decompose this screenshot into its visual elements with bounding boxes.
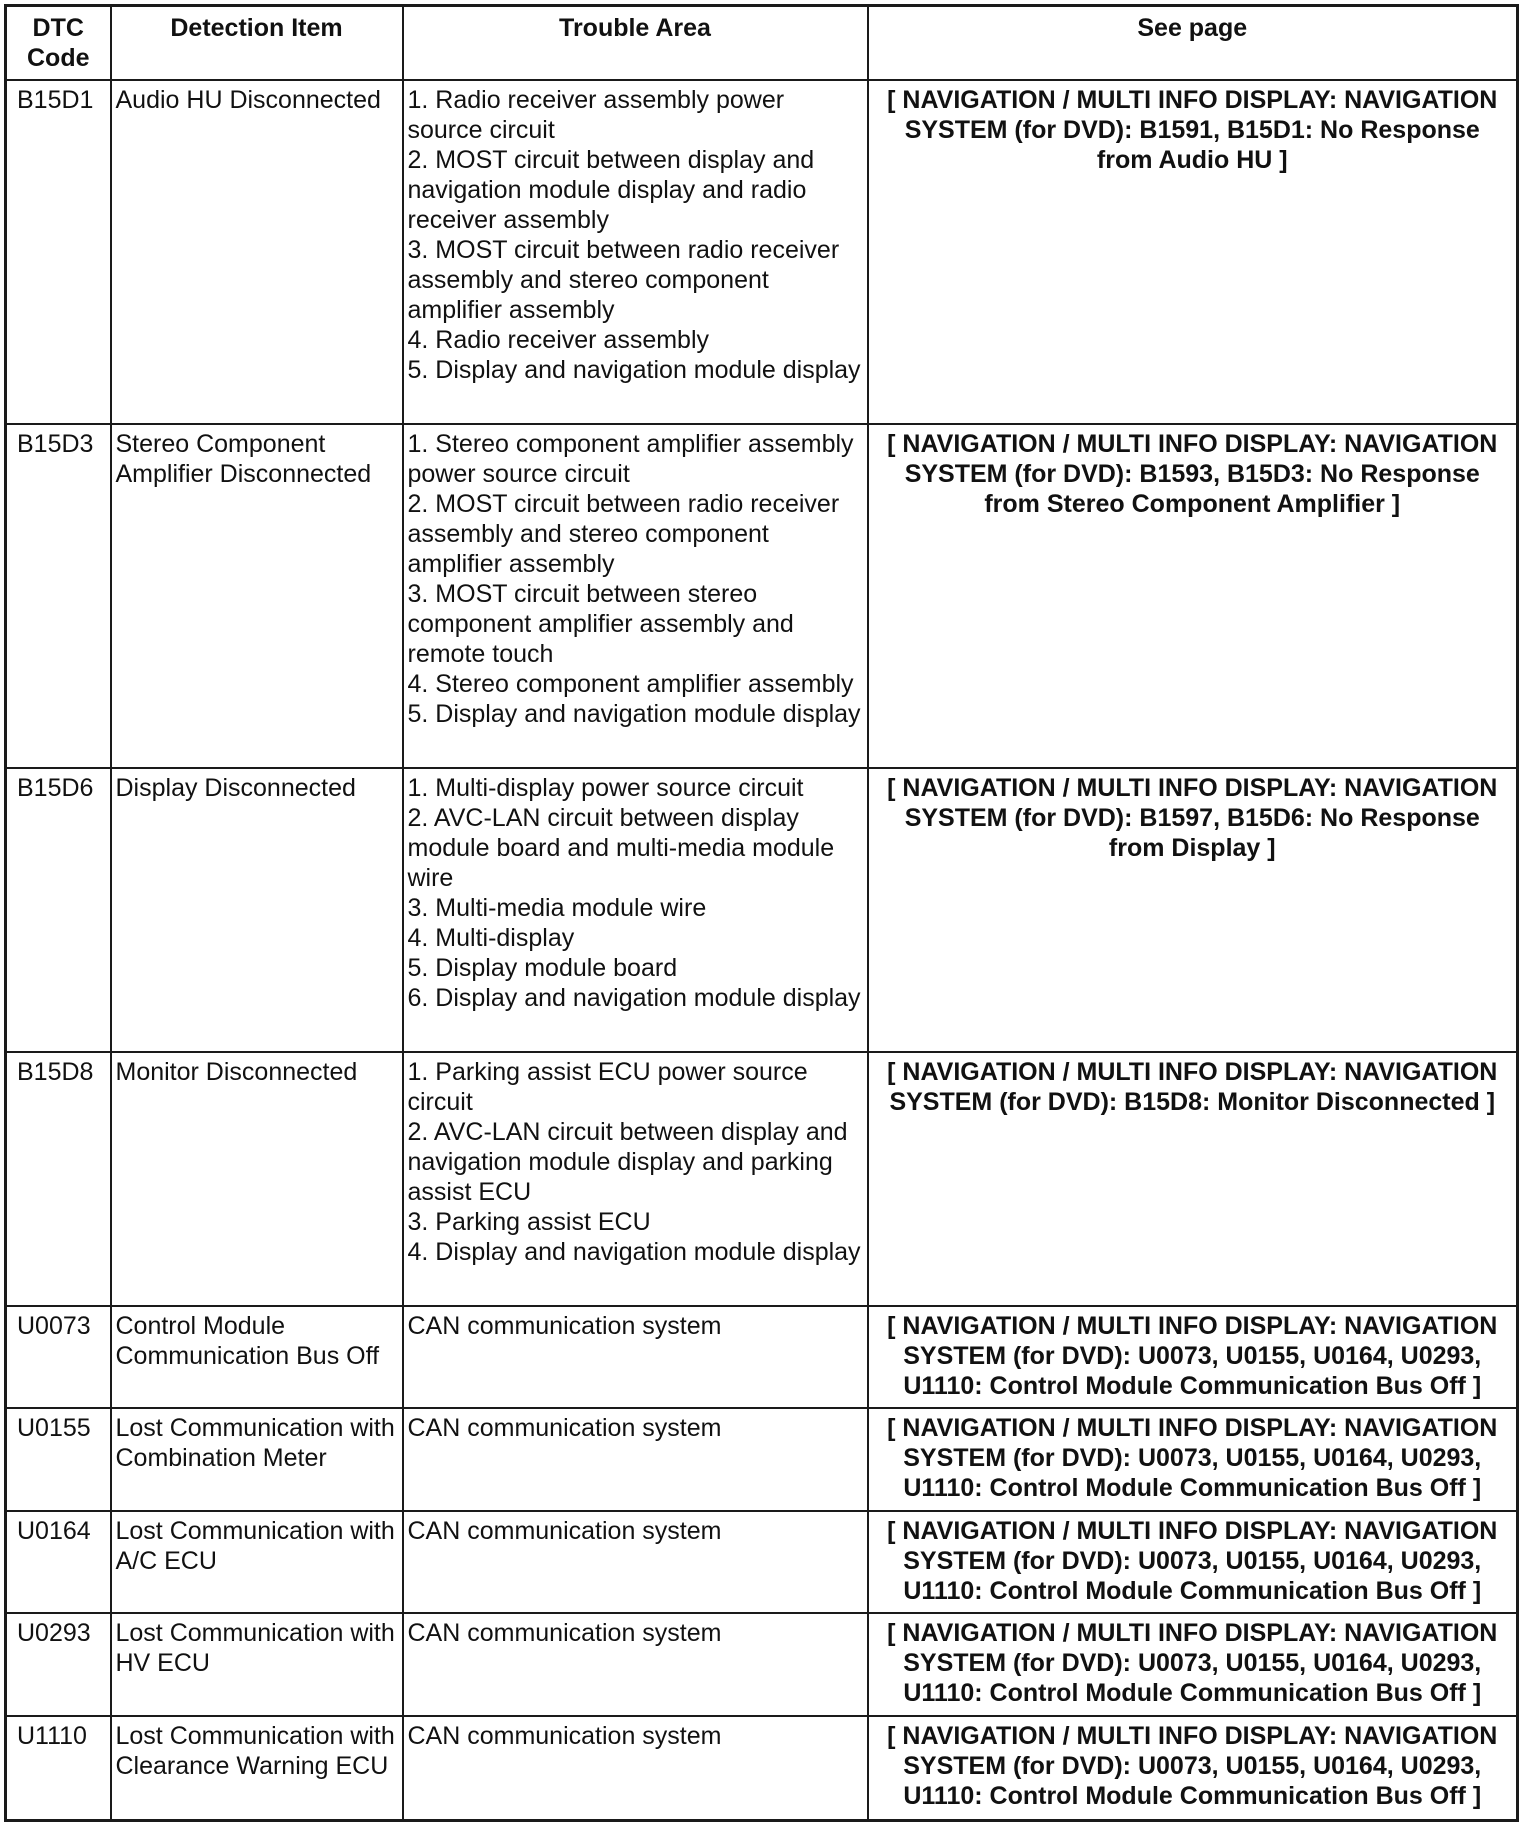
detection-item-cell: Monitor Disconnected xyxy=(111,1052,403,1306)
see-page-link[interactable]: [ NAVIGATION / MULTI INFO DISPLAY: NAVIGATION SYSTEM (for DVD): B1597, B15D6: No Response from Display ] xyxy=(868,768,1518,1052)
trouble-area-item: 2. MOST circuit between display and navigation module display and radio receiver assembly xyxy=(407,145,815,234)
table-body xyxy=(6,80,1518,1821)
trouble-area-cell xyxy=(403,768,868,1052)
trouble-area-item: CAN communication system xyxy=(407,1516,722,1545)
table-row xyxy=(6,1511,1518,1613)
trouble-area-cell xyxy=(403,1613,868,1716)
table-row xyxy=(6,768,1518,1052)
table-row xyxy=(6,1052,1518,1306)
dtc-table xyxy=(4,4,1519,1822)
dtc-code-cell: B15D6 xyxy=(6,768,111,1052)
trouble-area-item: 4. Radio receiver assembly xyxy=(407,325,710,354)
trouble-area-item: 5. Display and navigation module display xyxy=(407,355,861,384)
table-header xyxy=(6,6,1518,80)
dtc-code-cell: B15D8 xyxy=(6,1052,111,1306)
trouble-area-cell xyxy=(403,424,868,768)
detection-item-cell: Stereo Component Amplifier Disconnected xyxy=(111,424,403,768)
trouble-area-item: 2. AVC-LAN circuit between display and navigation module display and parking assist ECU xyxy=(407,1117,848,1206)
dtc-code-cell: U0155 xyxy=(6,1408,111,1511)
detection-item-cell: Audio HU Disconnected xyxy=(111,80,403,424)
trouble-area-cell xyxy=(403,1052,868,1306)
header-trouble-area: Trouble Area xyxy=(403,6,868,80)
trouble-area-item: 5. Display and navigation module display xyxy=(407,699,861,728)
trouble-area-item: 3. MOST circuit between stereo component amplifier assembly and remote touch xyxy=(407,579,794,668)
trouble-area-item: 4. Stereo component amplifier assembly xyxy=(407,669,854,698)
trouble-area-item: 1. Radio receiver assembly power source circuit xyxy=(407,85,785,144)
header-dtc-code xyxy=(6,6,111,80)
table-row xyxy=(6,1306,1518,1408)
table-row xyxy=(6,1408,1518,1511)
trouble-area-cell xyxy=(403,1306,868,1408)
trouble-area-cell xyxy=(403,1511,868,1613)
table-row xyxy=(6,1716,1518,1821)
detection-item-cell: Lost Communication with Combination Meter xyxy=(111,1408,403,1511)
trouble-area-item: 3. Parking assist ECU xyxy=(407,1207,651,1236)
detection-item-cell: Display Disconnected xyxy=(111,768,403,1052)
header-dtc-code-line1: DTC xyxy=(32,14,84,42)
trouble-area-cell xyxy=(403,80,868,424)
trouble-area-item: 1. Multi-display power source circuit xyxy=(407,773,804,802)
trouble-area-item: CAN communication system xyxy=(407,1721,722,1750)
dtc-code-cell: U1110 xyxy=(6,1716,111,1821)
header-row xyxy=(6,6,1518,80)
see-page-link[interactable]: [ NAVIGATION / MULTI INFO DISPLAY: NAVIGATION SYSTEM (for DVD): B1591, B15D1: No Response from Audio HU ] xyxy=(868,80,1518,424)
trouble-area-item: 2. AVC-LAN circuit between display module board and multi-media module wire xyxy=(407,803,835,892)
table-row xyxy=(6,424,1518,768)
detection-item-cell: Lost Communication with A/C ECU xyxy=(111,1511,403,1613)
dtc-code-cell: B15D1 xyxy=(6,80,111,424)
trouble-area-item: CAN communication system xyxy=(407,1311,722,1340)
see-page-link[interactable]: [ NAVIGATION / MULTI INFO DISPLAY: NAVIGATION SYSTEM (for DVD): B15D8: Monitor Disconnected ] xyxy=(868,1052,1518,1306)
dtc-code-cell: U0164 xyxy=(6,1511,111,1613)
table-row xyxy=(6,80,1518,424)
see-page-link[interactable]: [ NAVIGATION / MULTI INFO DISPLAY: NAVIGATION SYSTEM (for DVD): U0073, U0155, U0164, U0293, U1110: Control Module Communication Bus Off ] xyxy=(868,1716,1518,1821)
header-dtc-code-line2: Code xyxy=(27,44,90,72)
dtc-table-container xyxy=(4,4,1519,1822)
trouble-area-item: 4. Multi-display xyxy=(407,923,575,952)
header-see-page: See page xyxy=(868,6,1518,80)
dtc-code-cell: U0293 xyxy=(6,1613,111,1716)
trouble-area-item: 3. Multi-media module wire xyxy=(407,893,707,922)
trouble-area-item: 1. Stereo component amplifier assembly power source circuit xyxy=(407,429,854,488)
trouble-area-item: 2. MOST circuit between radio receiver assembly and stereo component amplifier assembly xyxy=(407,489,840,578)
see-page-link[interactable]: [ NAVIGATION / MULTI INFO DISPLAY: NAVIGATION SYSTEM (for DVD): U0073, U0155, U0164, U0293, U1110: Control Module Communication Bus Off ] xyxy=(868,1408,1518,1511)
trouble-area-item: 6. Display and navigation module display xyxy=(407,983,861,1012)
trouble-area-item: 5. Display module board xyxy=(407,953,678,982)
trouble-area-item: CAN communication system xyxy=(407,1618,722,1647)
detection-item-cell: Lost Communication with HV ECU xyxy=(111,1613,403,1716)
see-page-link[interactable]: [ NAVIGATION / MULTI INFO DISPLAY: NAVIGATION SYSTEM (for DVD): B1593, B15D3: No Response from Stereo Component Amplifier ] xyxy=(868,424,1518,768)
dtc-code-cell: B15D3 xyxy=(6,424,111,768)
trouble-area-item: 4. Display and navigation module display xyxy=(407,1237,861,1266)
trouble-area-item: 3. MOST circuit between radio receiver assembly and stereo component amplifier assembly xyxy=(407,235,840,324)
trouble-area-cell xyxy=(403,1408,868,1511)
table-row xyxy=(6,1613,1518,1716)
trouble-area-cell xyxy=(403,1716,868,1821)
see-page-link[interactable]: [ NAVIGATION / MULTI INFO DISPLAY: NAVIGATION SYSTEM (for DVD): U0073, U0155, U0164, U0293, U1110: Control Module Communication Bus Off ] xyxy=(868,1613,1518,1716)
detection-item-cell: Lost Communication with Clearance Warning ECU xyxy=(111,1716,403,1821)
dtc-code-cell: U0073 xyxy=(6,1306,111,1408)
header-detection-item: Detection Item xyxy=(111,6,403,80)
see-page-link[interactable]: [ NAVIGATION / MULTI INFO DISPLAY: NAVIGATION SYSTEM (for DVD): U0073, U0155, U0164, U0293, U1110: Control Module Communication Bus Off ] xyxy=(868,1306,1518,1408)
trouble-area-item: 1. Parking assist ECU power source circuit xyxy=(407,1057,808,1116)
trouble-area-item: CAN communication system xyxy=(407,1413,722,1442)
detection-item-cell: Control Module Communication Bus Off xyxy=(111,1306,403,1408)
see-page-link[interactable]: [ NAVIGATION / MULTI INFO DISPLAY: NAVIGATION SYSTEM (for DVD): U0073, U0155, U0164, U0293, U1110: Control Module Communication Bus Off ] xyxy=(868,1511,1518,1613)
